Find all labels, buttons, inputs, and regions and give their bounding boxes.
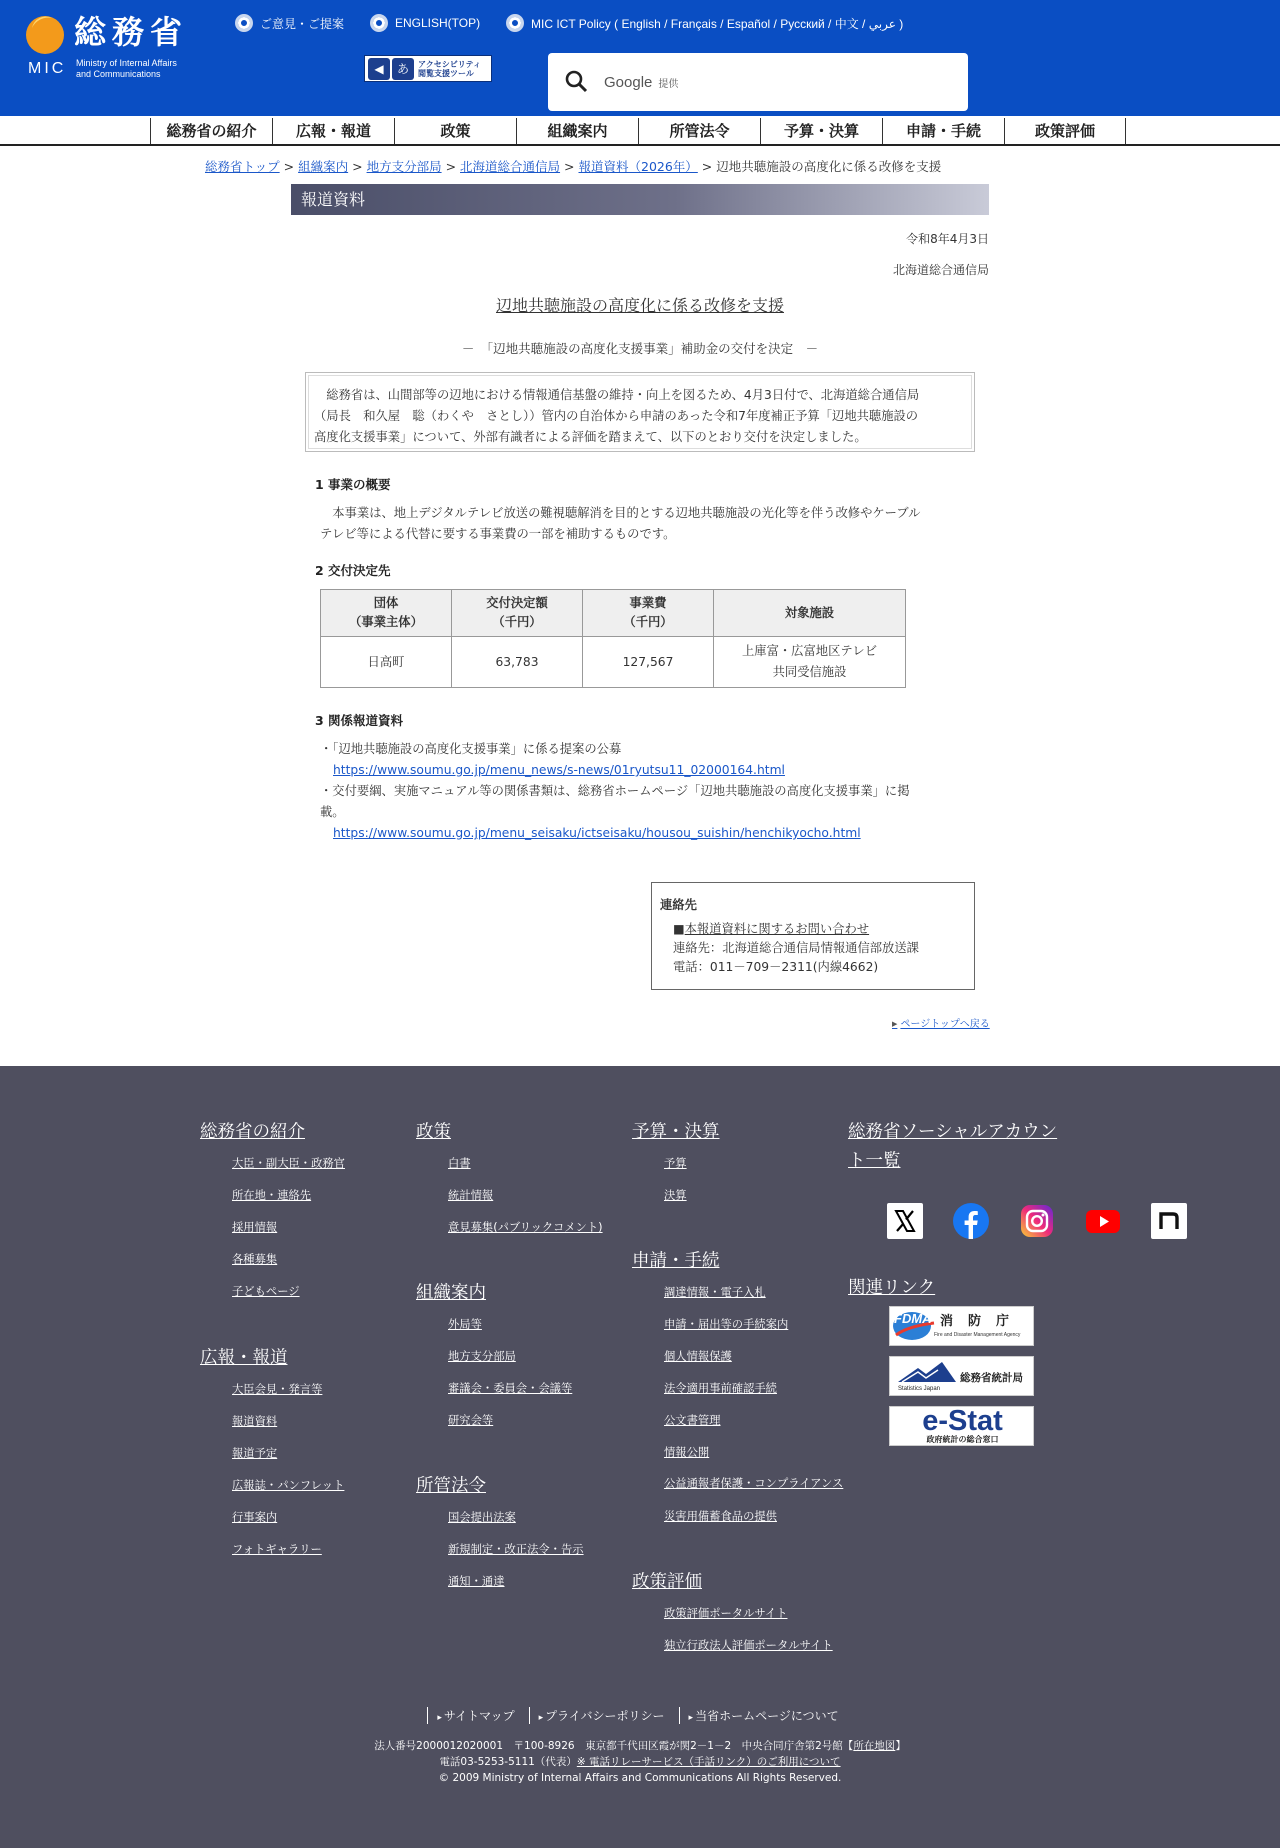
lead-line: （局長 和久屋 聡（わくや さとし））管内の自治体から申請のあった令和7年度補正予算「辺地共聴施設の — [314, 409, 919, 423]
issuing-office: 北海道総合通信局 — [892, 263, 989, 277]
cell-amount: 63,783 — [452, 637, 583, 688]
footer-heading-budget[interactable]: 予算・決算 — [632, 1122, 720, 1142]
footer-link[interactable]: 公文書管理 — [664, 1414, 721, 1427]
footer-link[interactable]: 意見募集(パブリックコメント) — [448, 1221, 603, 1234]
accessibility-label: アクセシビリティ 閲覧支援ツール — [418, 59, 481, 78]
release-date: 令和8年4月3日 — [906, 232, 989, 246]
footer-bottom — [0, 1707, 1280, 1786]
lead-line: 総務省は、山間部等の辺地における情報通信基盤の維持・向上を図るため、4月3日付で、北海道総合通信局 — [314, 388, 920, 402]
nav-applications[interactable]: 申請・手続 — [882, 118, 1004, 144]
footer-link[interactable]: 大臣会見・発言等 — [232, 1383, 323, 1396]
footer-link[interactable]: 報道予定 — [232, 1447, 278, 1460]
radio-bullet-icon — [506, 14, 524, 32]
radio-bullet-icon — [235, 14, 253, 32]
estat-logo: e-Stat — [922, 1405, 1003, 1437]
contact-title: 連絡先 — [660, 898, 697, 912]
logo-english: Ministry of Internal Affairs and Communications — [76, 58, 177, 79]
footer-link[interactable]: 地方支分部局 — [448, 1350, 516, 1363]
instagram-icon[interactable] — [1019, 1203, 1055, 1239]
search-provided-label: 提供 — [658, 78, 679, 90]
footer-heading-laws[interactable]: 所管法令 — [416, 1476, 486, 1496]
footer-link[interactable]: 研究会等 — [448, 1414, 494, 1427]
nav-organization[interactable]: 組織案内 — [516, 118, 638, 144]
contact-dept: 連絡先：北海道総合通信局情報通信部放送課 — [673, 941, 919, 955]
about-site-link[interactable]: ▸ 当省ホームページについて — [679, 1707, 853, 1724]
footer-link[interactable]: 行事案内 — [232, 1511, 278, 1524]
statistics-sub: Statistics Japan — [898, 1386, 941, 1392]
youtube-icon[interactable] — [1085, 1203, 1121, 1239]
privacy-link[interactable]: ▸ プライバシーポリシー — [529, 1707, 679, 1724]
footer-heading-organization[interactable]: 組織案内 — [416, 1283, 486, 1303]
footer-heading-related[interactable]: 関連リンク — [848, 1278, 936, 1298]
section-1-heading: 1 事業の概要 — [315, 477, 391, 492]
statistics-bureau-banner[interactable] — [889, 1356, 1034, 1396]
hiragana-a-icon: あ — [392, 58, 414, 80]
table-header: 交付決定額 （千円） — [452, 590, 583, 637]
table-header: 団体 （事業主体） — [321, 590, 452, 637]
footer-link[interactable]: 予算 — [664, 1157, 687, 1170]
radio-bullet-icon — [370, 14, 388, 32]
table-header: 対象施設 — [714, 590, 906, 637]
table-header: 事業費 （千円） — [583, 590, 714, 637]
english-top-link[interactable]: ENGLISH(TOP) — [370, 14, 480, 32]
footer-link[interactable]: 公益通報者保護・コンプライアンス — [664, 1477, 844, 1490]
grant-table — [320, 589, 906, 688]
logo-sun-icon — [26, 12, 66, 56]
footer-link[interactable]: 外局等 — [448, 1318, 482, 1331]
global-nav — [0, 116, 1280, 146]
footer-heading-about[interactable]: 総務省の紹介 — [200, 1122, 305, 1142]
accessibility-tool-button[interactable] — [364, 55, 492, 82]
fdma-label: 消 防 庁 — [940, 1314, 1011, 1329]
footer-heading-social[interactable]: 総務省ソーシャルアカウン ト一覧 — [848, 1122, 1058, 1171]
footer-link[interactable]: 各種募集 — [232, 1253, 278, 1266]
breadcrumb-link-press[interactable]: 報道資料（2026年） — [578, 159, 698, 174]
footer-heading-policy[interactable]: 政策 — [416, 1122, 451, 1142]
section-2-heading: 2 交付決定先 — [315, 563, 391, 578]
nav-evaluation[interactable]: 政策評価 — [1004, 118, 1126, 144]
footer-link[interactable]: 報道資料 — [232, 1415, 278, 1428]
section-title-bar: 報道資料 — [291, 184, 989, 215]
opinion-link[interactable]: ご意見・ご提案 — [235, 14, 344, 32]
footer-link[interactable]: 所在地・連絡先 — [232, 1189, 312, 1202]
relay-service-link[interactable]: ※ 電話リレーサービス（手話リンク）のご利用について — [576, 1756, 841, 1768]
page-title: 辺地共聴施設の高度化に係る改修を支援 — [495, 296, 784, 315]
statistics-logo-icon — [896, 1360, 958, 1386]
fdma-banner[interactable] — [889, 1306, 1034, 1346]
sitemap-link[interactable]: ▸ サイトマップ — [427, 1707, 528, 1724]
footer-link[interactable]: 個人情報保護 — [664, 1350, 732, 1363]
copyright: © 2009 Ministry of Internal Affairs and Communications All Rights Reserved. — [438, 1772, 842, 1784]
cell-cost: 127,567 — [583, 637, 714, 688]
related-link-2[interactable]: https://www.soumu.go.jp/menu_seisaku/ictseisaku/housou_suishin/henchikyocho.html — [333, 826, 861, 840]
breadcrumb-current: 辺地共聴施設の高度化に係る改修を支援 — [716, 159, 942, 174]
breadcrumb-link-regional[interactable]: 地方支分部局 — [366, 159, 442, 174]
mic-logo[interactable] — [26, 12, 211, 82]
related-item: ・「辺地共聴施設の高度化支援事業」に係る提案の公募 — [320, 742, 622, 756]
logo-mic: MIC — [28, 60, 67, 77]
footer-link[interactable]: 採用情報 — [232, 1221, 278, 1234]
footer-link[interactable]: 新規制定・改正法令・告示 — [448, 1543, 584, 1556]
footer-link[interactable]: 国会提出法案 — [448, 1511, 516, 1524]
nav-about[interactable]: 総務省の紹介 — [150, 118, 272, 144]
x-icon[interactable] — [887, 1203, 923, 1239]
cell-facility: 上庫富・広富地区テレビ 共同受信施設 — [714, 637, 906, 688]
breadcrumb: 総務省トップ > 組織案内 > 地方支分部局 > 北海道総合通信局 > 報道資料（2026年） > 辺地共聴施設の高度化に係る改修を支援 — [205, 159, 942, 174]
breadcrumb-link-hokkaido[interactable]: 北海道総合通信局 — [460, 159, 561, 174]
footer-heading-applications[interactable]: 申請・手続 — [632, 1251, 720, 1271]
nav-policy[interactable]: 政策 — [394, 118, 516, 144]
estat-sub: 政府統計の総合窓口 — [926, 1435, 999, 1444]
cell-org: 日高町 — [321, 637, 452, 688]
section-1-text: 本事業は、地上デジタルテレビ放送の難視聴解消を目的とする辺地共聴施設の光化等を伴う改修やケーブル テレビ等による代替に要する事業費の一部を補助するものです。 — [320, 506, 921, 541]
statistics-label: 総務省統計局 — [960, 1372, 1023, 1384]
contact-tel: 電話：011－709－2311(内線4662) — [673, 960, 879, 974]
logo-kanji: 総務省 — [74, 13, 189, 51]
footer-link[interactable]: 広報誌・パンフレット — [232, 1479, 345, 1492]
footer-link[interactable]: 決算 — [664, 1189, 687, 1202]
footer-link[interactable]: 申請・届出等の手続案内 — [664, 1318, 789, 1331]
google-brand: Google — [604, 73, 653, 91]
page-subtitle: － 「辺地共聴施設の高度化支援事業」補助金の交付を決定 － — [461, 341, 819, 356]
page-top-link[interactable]: ▶ ページトップへ戻る — [892, 1015, 990, 1030]
table-row — [321, 637, 906, 688]
contact-box: 連絡先 ■本報道資料に関するお問い合わせ 連絡先：北海道総合通信局情報通信部放送課 電話：011－709－2311(内線4662) — [651, 882, 975, 990]
nav-laws[interactable]: 所管法令 — [638, 118, 760, 144]
estat-banner[interactable] — [889, 1406, 1034, 1446]
breadcrumb-link-organization[interactable]: 組織案内 — [298, 159, 349, 174]
note-icon[interactable] — [1151, 1203, 1187, 1239]
footer-link[interactable]: 災害用備蓄食品の提供 — [664, 1510, 777, 1523]
footer-link[interactable]: 通知・通達 — [448, 1575, 505, 1588]
site-header — [0, 0, 1280, 116]
footer-heading-evaluation[interactable]: 政策評価 — [632, 1572, 702, 1592]
footer-link[interactable]: フォトギャラリー — [232, 1543, 322, 1556]
facebook-icon[interactable] — [953, 1203, 989, 1239]
breadcrumb-link-top[interactable]: 総務省トップ — [205, 159, 280, 174]
footer-link[interactable]: 子どもページ — [232, 1285, 300, 1298]
lead-box — [305, 372, 975, 452]
footer-link[interactable]: 政策評価ポータルサイト — [664, 1607, 788, 1620]
footer-link[interactable]: 法令適用事前確認手続 — [664, 1382, 777, 1395]
nav-budget[interactable]: 予算・決算 — [760, 118, 882, 144]
nav-pr[interactable]: 広報・報道 — [272, 118, 394, 144]
map-link[interactable]: 所在地図 — [853, 1740, 896, 1752]
related-item: ・交付要綱、実施マニュアル等の関係書類は、総務省ホームページ「辺地共聴施設の高度化支援事業」に掲 — [320, 784, 910, 798]
footer-heading-pr[interactable]: 広報・報道 — [200, 1348, 288, 1368]
fdma-mark: FDMA — [894, 1311, 932, 1326]
related-link-1[interactable]: https://www.soumu.go.jp/menu_news/s-news/01ryutsu11_02000164.html — [333, 763, 785, 777]
footer-link[interactable]: 調達情報・電子入札 — [664, 1286, 766, 1299]
contact-inquiry-link[interactable]: 本報道資料に関するお問い合わせ — [684, 922, 870, 936]
lead-line: 高度化支援事業」について、外部有識者による評価を踏まえて、以下のとおり交付を決定しました。 — [314, 430, 867, 444]
speaker-icon: ◀ — [368, 58, 390, 80]
footer-link[interactable]: 審議会・委員会・会議等 — [448, 1382, 573, 1395]
fdma-sub: Fire and Disaster Management Agency — [934, 1332, 1021, 1338]
footer-link[interactable]: 大臣・副大臣・政務官 — [232, 1157, 345, 1170]
google-search-box[interactable] — [548, 53, 968, 111]
search-icon[interactable] — [564, 69, 590, 95]
footer-link[interactable]: 独立行政法人評価ポータルサイト — [664, 1639, 833, 1652]
ict-policy-link[interactable]: MIC ICT Policy ( English / Français / Español / Русский / 中文 / عربي ) — [506, 14, 903, 32]
section-3-body: ・「辺地共聴施設の高度化支援事業」に係る提案の公募 https://www.soumu.go.jp/menu_news/s-news/01ryutsu11_02000164.html ・交付要綱、実施マニュアル等の関係書類は、総務省ホームページ「辺地共聴施設の高度化支援事業」に掲 載。 https://www.soumu.go.jp/menu_seisaku/ictseisaku/housou_suishin/henchikyocho.html — [320, 739, 960, 844]
footer-link[interactable]: 統計情報 — [448, 1189, 494, 1202]
footer-link[interactable]: 情報公開 — [664, 1446, 710, 1459]
footer-address: 法人番号2000012020001 〒100-8926 東京都千代田区霞が関2－1－2 中央合同庁舎第2号館【所在地図】 電話03-5253-5111（代表）※ 電話リレーサービス（手話リンク）のご利用について © 2009 Ministry of Internal Affairs and Communications All Rights Reserved. — [0, 1738, 1280, 1786]
section-3-heading: 3 関係報道資料 — [315, 713, 404, 728]
footer-link[interactable]: 白書 — [448, 1157, 471, 1170]
